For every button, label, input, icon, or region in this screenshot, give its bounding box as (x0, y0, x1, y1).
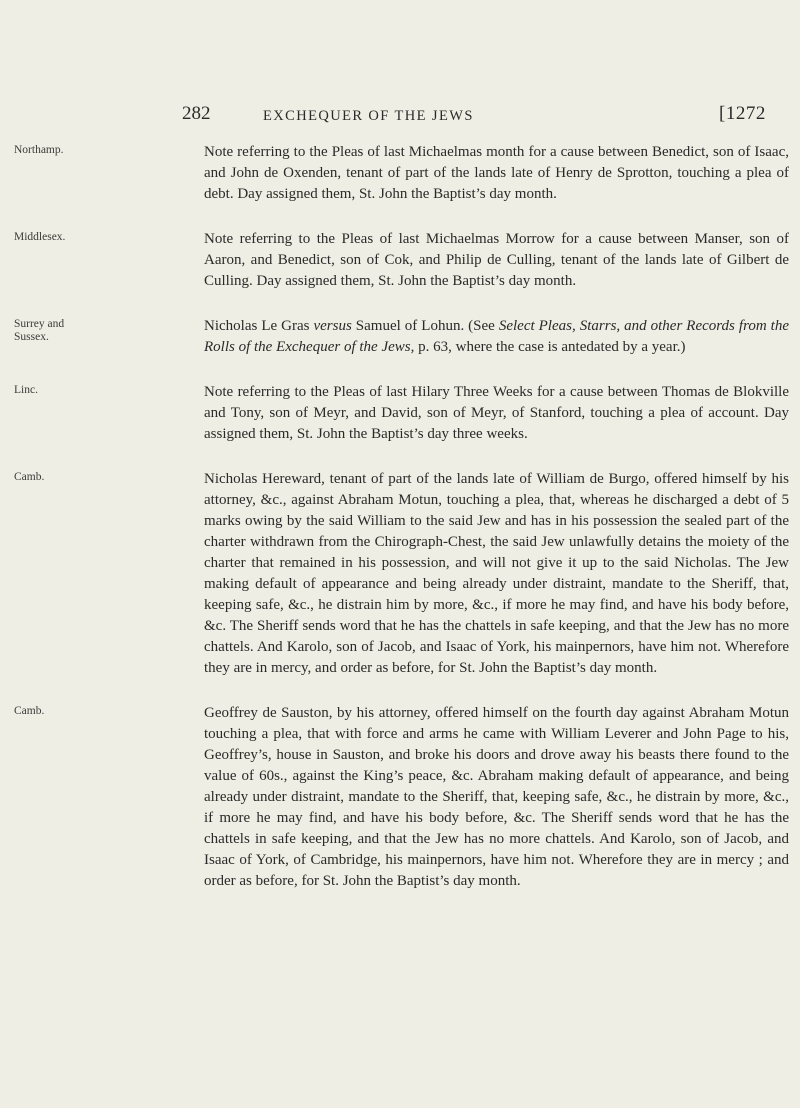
text-segment: p. 63, where the case is antedated by a year.) (414, 339, 686, 355)
entry (0, 229, 800, 292)
entry-text (204, 316, 789, 358)
entry-text: Nicholas Hereward, tenant of part of the lands late of William de Burgo, offered himself by his attorney, &c., against Abraham Motun, touching a plea, that, whereas he discharged a debt of 5 marks owing by the said William to the said Jew and has in his possession the sealed part of the charter withdrawn from the Chirograph-Chest, the said Jew unlawfully detains the moiety of the charter that remained in his possession, and will not give it up to the said Nicholas. The Jew making default of appearance and being already under distraint, mandate to the Sheriff, that, keeping safe, &c., he distrain him by more, &c., if more he may find, and have his body before, &c. The Sheriff sends word that he has the chattels in safe keeping, and that the Jew has no more chattels. And Karolo, son of Jacob, and Isaac of York, his mainpernors, have him not. Wherefore they are in mercy, and order as before, for St. John the Baptist’s day month. (204, 471, 789, 676)
county-marginal-note (14, 231, 184, 244)
year-marker: [1272 (719, 103, 766, 124)
entry-text: Note referring to the Pleas of last Michaelmas month for a cause between Benedict, son of Isaac, and John de Oxenden, tenant of part of the lands late of Henry de Sprotton, touching a plea of debt. Day assigned them, St. John the Baptist’s day month. (204, 144, 789, 202)
county-name: Camb. (14, 705, 45, 717)
entry (0, 382, 800, 445)
county-marginal-note (14, 471, 184, 484)
entry-text: Note referring to the Pleas of last Hilary Three Weeks for a cause between Thomas de Blokville and Tony, son of Meyr, and David, son of Meyr, of Stanford, touching a plea of account. Day assigned them, St. John the Baptist’s day three weeks. (204, 384, 789, 442)
county-name: Middlesex. (14, 231, 66, 243)
page-number: 282 (182, 103, 211, 124)
county-name: Sussex. (14, 331, 49, 343)
entry (0, 142, 800, 205)
county-name: Linc. (14, 384, 38, 396)
entry (0, 469, 800, 679)
entry (0, 316, 800, 358)
county-name: Surrey and (14, 318, 65, 330)
county-name: Camb. (14, 471, 45, 483)
running-title: EXCHEQUER OF THE JEWS (263, 108, 474, 124)
entry (0, 703, 800, 892)
county-marginal-note (14, 144, 184, 157)
county-marginal-note (14, 705, 184, 718)
entries-list (0, 142, 800, 916)
county-marginal-note (14, 384, 184, 397)
italic-term: versus (313, 318, 352, 334)
citation-title: Select Pleas, Starrs, and other Records from the Rolls of the Exchequer of the Jews, (204, 318, 789, 355)
text-segment: Samuel of Lohun. (See (351, 318, 499, 334)
county-marginal-note (14, 318, 184, 344)
text-segment: Nicholas Le Gras (204, 318, 314, 334)
entry-text: Note referring to the Pleas of last Michaelmas Morrow for a cause between Manser, son of Aaron, and Benedict, son of Cok, and Philip de Culling, tenant of the lands late of Gilbert de Culling. Day assigned them, St. John the Baptist’s day month. (204, 231, 789, 289)
county-name: Northamp. (14, 144, 64, 156)
page-header (0, 103, 800, 133)
entry-text: Geoffrey de Sauston, by his attorney, offered himself on the fourth day against Abraham Motun touching a plea, that with force and arms he came with William Leverer and John Page to his, Geoffrey’s, house in Sauston, and broke his doors and drove away his beasts there found to the value of 60s., against the King’s peace, &c. Abraham making default of appearance, and being already under distraint, mandate to the Sheriff, that, keeping safe, &c., he distrain by more, &c., if more he may find, and have his body before, &c. The Sheriff sends word that he has the chattels in safe keeping, and that the Jew has no more chattels. And Karolo, son of Jacob, and Isaac of York, of Cambridge, his mainpernors, have him not. Wherefore they are in mercy ; and order as before, for St. John the Baptist’s day month. (204, 705, 789, 889)
